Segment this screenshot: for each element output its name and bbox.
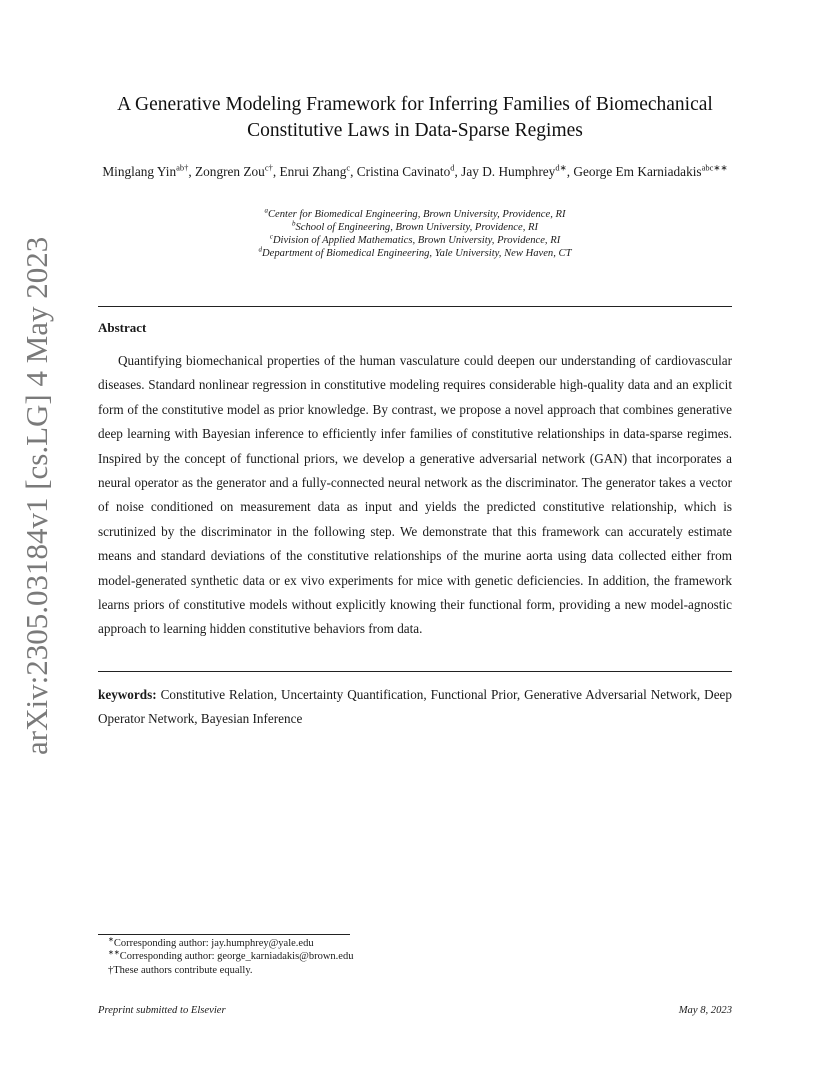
keywords [98,683,732,732]
footnotes [98,937,498,977]
abstract-bottom-rule [98,671,732,672]
footnote [98,964,498,977]
author-affiliation-mark: d [450,162,455,173]
footer-preprint-note: Preprint submitted to Elsevier [98,1005,226,1016]
author-name: Jay D. Humphrey [461,164,556,179]
footnote [98,950,498,963]
affiliation-mark: b [291,219,296,228]
affiliation-line [98,247,732,260]
author-affiliation-mark: abc∗∗ [701,162,728,173]
affiliation-line [98,221,732,234]
abstract-body: Quantifying biomechanical properties of the human vasculature could deepen our understanding of cardiovascular diseases. Standard nonlinear regression in constitutive modeling requires considerable high-quality data and an explicit form of the constitutive model as prior knowledge. By contrast, we propose a novel approach that combines generative deep learning with Bayesian inference to efficiently infer families of constitutive relationships in data-sparse regimes. Inspired by the concept of functional priors, we develop a generative adversarial network (GAN) that incorporates a neural operator as the generator and a fully-connected neural network as the discriminator. The generator takes a vector of noise conditioned on measurement data as input and yields the predicted constitutive relationship, which is scrutinized by the discriminator in the following step. We demonstrate that this framework can accurately estimate means and standard deviations of the constitutive relationships of the murine aorta using data collected either from model-generated synthetic data or ex vivo experiments for mice with genetic deficiencies. In addition, the framework learns priors of constitutive models without explicitly knowing their functional form, providing a new model-agnostic approach to learning hidden constitutive behaviors from data. [98,353,732,637]
footnote-rule [98,934,350,935]
affiliation-mark: c [269,232,273,241]
keywords-label: keywords: [98,687,157,702]
footnote-mark: ∗∗ [108,948,120,957]
footer-date: May 8, 2023 [678,1005,732,1016]
author-entry [461,164,567,179]
affiliation-mark: d [258,245,263,254]
footnote-text: Corresponding author: jay.humphrey@yale.edu [113,938,314,949]
arxiv-identifier-watermark: arXiv:2305.03184v1 [cs.LG] 4 May 2023 [19,236,54,755]
affiliation-text: Center for Biomedical Engineering, Brown University, Providence, RI [267,209,566,220]
footnote-text: †These authors contribute equally. [108,964,253,976]
footnote-text: Corresponding author: george_karniadakis@brown.edu [119,951,354,963]
keywords-text: Constitutive Relation, Uncertainty Quantification, Functional Prior, Generative Adversarial Network, Deep Operator Network, Bayesian Inference [98,687,732,727]
affiliation-mark: a [264,206,268,215]
affiliation-line [98,208,732,221]
author-affiliation-mark: c† [264,162,273,173]
author-entry [280,164,351,179]
affiliation-text: School of Engineering, Brown University, Providence, RI [295,222,539,233]
paper-title: A Generative Modeling Framework for Inferring Families of Biomechanical Constitutive Laws in Data-Sparse Regimes [117,94,713,141]
abstract-top-rule [98,306,732,307]
affiliation-text: Division of Applied Mathematics, Brown University, Providence, RI [272,235,561,246]
author-affiliation-mark: ab† [176,162,189,173]
author-affiliation-mark: d∗ [555,162,567,173]
author-entry [573,164,727,179]
author-entry [357,164,455,179]
author-name: Enrui Zhang [279,164,347,179]
footnote-mark: ∗ [108,935,114,944]
author-name: George Em Karniadakis [573,164,702,179]
footnote [98,937,498,950]
author-name: Cristina Cavinato [356,164,451,179]
author-name: Zongren Zou [195,164,265,179]
abstract-heading: Abstract [98,320,147,335]
affiliation-line [98,234,732,247]
author-affiliation-mark: c [346,162,351,173]
author-entry [195,164,273,179]
affiliation-text: Department of Biomedical Engineering, Yale University, New Haven, CT [262,248,572,259]
author-list: Minglang Yin$^{ab\dagger}$, Zongren Zou$^{c\dagger}$, Enrui Zhang$^c$, Cristina Cavinato$^d$, Jay D. Humphrey$^{d∗}$, George Em Karniadakis$^{abc∗∗}$ [102,162,728,179]
author-entry [102,164,188,179]
affiliation-list [98,208,732,260]
author-name: Minglang Yin [102,164,177,179]
